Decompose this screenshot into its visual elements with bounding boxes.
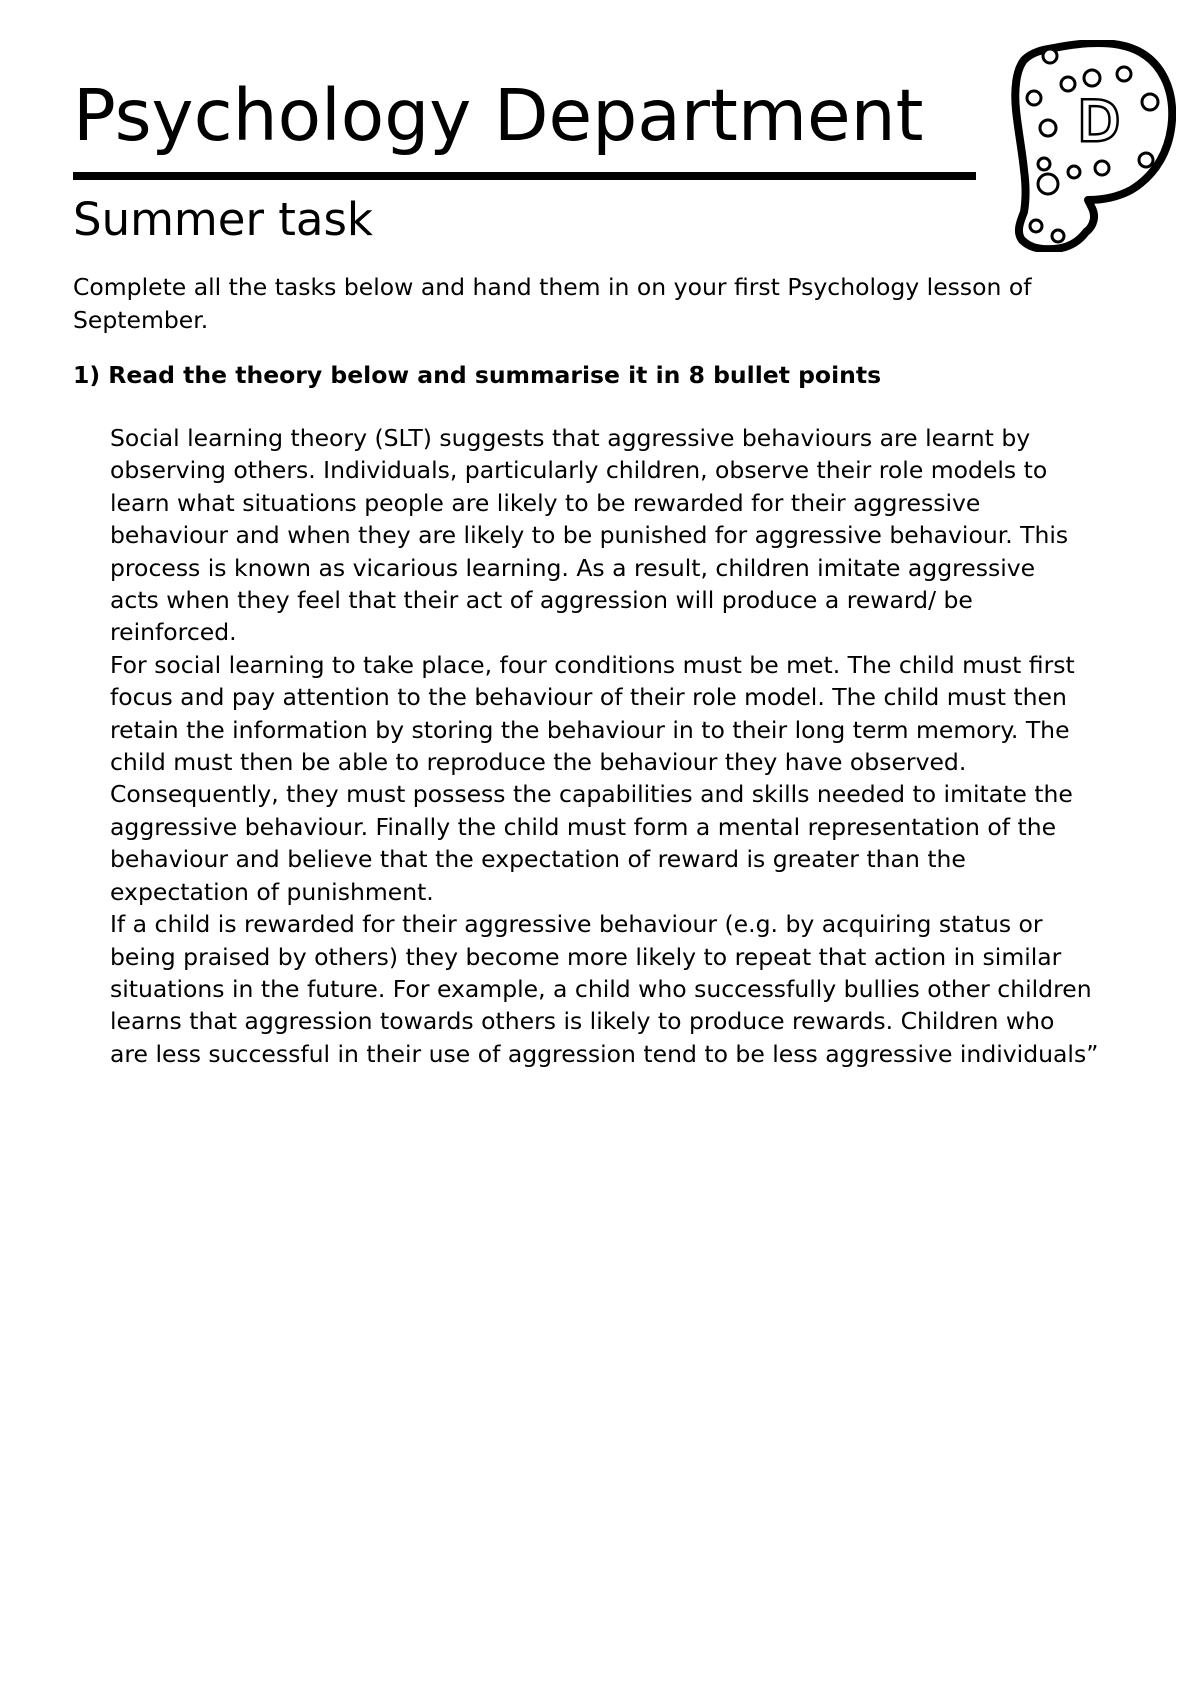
- page-title: Psychology Department: [73, 74, 924, 157]
- theory-paragraph: If a child is rewarded for their aggressive behaviour (e.g. by acquiring status or being praised by others) they become more likely to repeat that action in similar situations in the future. For example, a child who successfully bullies other children learns that aggression towards others is likely to produce rewards. Children who are less successful in their use of aggression tend to be less aggressive individuals”: [110, 910, 1099, 1068]
- theory-text: [110, 422, 1190, 1070]
- title-underline: [73, 172, 976, 180]
- intro-instructions: Complete all the tasks below and hand them in on your first Psychology lesson of September.: [73, 273, 1032, 334]
- theory-paragraph: For social learning to take place, four conditions must be met. The child must first focus and pay attention to the behaviour of their role model. The child must then retain the information by storing the behaviour in to their long term memory. The child must then be able to reproduce the behaviour they have observed. Consequently, they must possess the capabilities and skills needed to imitate the aggressive behaviour. Finally the child must form a mental representation of the behaviour and believe that the expectation of reward is greater than the expectation of punishment.: [110, 650, 1075, 906]
- page-subtitle: Summer task: [73, 193, 373, 246]
- theory-paragraph: Social learning theory (SLT) suggests that aggressive behaviours are learnt by observing others. Individuals, particularly children, observe their role models to learn what situations people are likely to be rewarded for their aggressive behaviour and when they are likely to be punished for aggressive behaviour. This process is known as vicarious learning. As a result, children imitate aggressive acts when they feel that their act of aggression will produce a reward/ be reinforced.: [110, 424, 1069, 647]
- task-1-heading: 1) Read the theory below and summarise it in 8 bullet points: [73, 361, 882, 389]
- logo-letter-d: D: [1078, 90, 1120, 153]
- polka-dot-letter-p-logo: [1006, 40, 1176, 252]
